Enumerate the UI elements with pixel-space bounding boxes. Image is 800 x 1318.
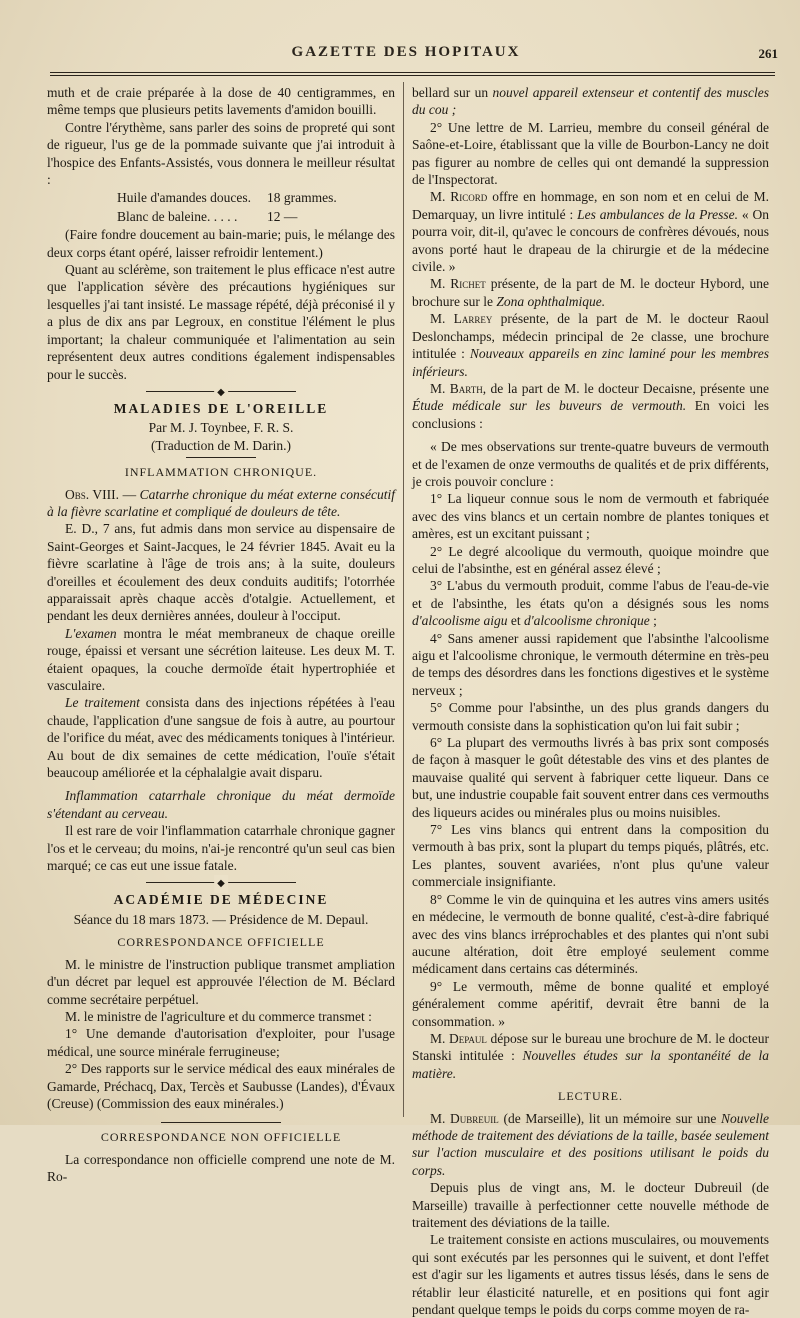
formula-line: Huile d'amandes douces. 18 grammes. bbox=[117, 190, 337, 206]
paragraph: Quant au sclérème, son traitement le plus efficace n'est autre que l'application sévère des précautions hygiéniques sur lesquelles j'ai tant insisté. Le massage répété, déjà préconisé il y a plus de dix ans par Legroux, en constitue l'élément le plus important; la chaleur communiquée et l'alimentation au sein représentent deux autres conditions également indispensables pour le succès. bbox=[47, 262, 395, 382]
paragraph: muth et de craie préparée à la dose de 40 centigrammes, en même temps que plusieurs petits lavements d'amidon bouilli. bbox=[47, 85, 395, 118]
paragraph: M. Depaul dépose sur le bureau une brochure de M. le docteur Stanski intitulée : Nouvelles études sur la spontanéité de la matière. bbox=[412, 1030, 770, 1081]
formula-line: Blanc de baleine. . . . . 12 — bbox=[117, 208, 298, 224]
paragraph: Le traitement consista dans des injections répétées à l'eau chaude, l'application d'une sangsue de fois à autre, au pourtour de l'orifice du méat, avec des médicaments toniques à l'intérieur. Au bout de dix semaines de cette médication, l'ouïe s'était beaucoup améliorée et la céphalalgie avait disparu. bbox=[47, 695, 396, 781]
paragraph: M. Dubreuil (de Marseille), lit un mémoire sur une Nouvelle méthode de traitement des déviations de la taille, basée seulement sur l'action musculaire et des positions utilisant le poids du corps. bbox=[412, 1110, 770, 1178]
subsection-title: CORRESPONDANCE NON OFFICIELLE bbox=[100, 1130, 342, 1145]
column-divider bbox=[403, 82, 404, 1117]
quote-paragraph: 6° La plupart des vermouths livrés à bas prix sont composés de façon à masquer le goût détestable des vins et des plantes de mauvaise qualité qui servent à fabriquer cette liqueur. Dans ce but, une industrie coupable fait souvent entrer dans ces vermouths des liqueurs acides ou minérales plus ou moins nuisibles. bbox=[412, 735, 769, 820]
right-column bbox=[412, 84, 770, 1318]
paragraph: M. le ministre de l'agriculture et du commerce transmet : bbox=[65, 1008, 372, 1024]
observation-heading: Obs. VIII. — Catarrhe chronique du méat externe consécutif à la fièvre scarlatine et compliqué de douleurs de tête. bbox=[47, 486, 396, 519]
short-rule bbox=[186, 457, 256, 458]
paragraph: M. Ricord offre en hommage, en son nom et en celui de M. Demarquay, un livre intitulé : Les ambulances de la Presse. « On pourra voir, dit-il, qu'avec le concours de confrères dévoués, nous avons porté haut le drapeau de la chirurgie et de la médecine civile. » bbox=[412, 189, 770, 275]
session-line: Séance du 18 mars 1873. — Présidence de M. Depaul. bbox=[73, 911, 369, 927]
paragraph: bellard sur un nouvel appareil extenseur et contentif des muscles du cou ; bbox=[412, 85, 769, 118]
paragraph: Il est rare de voir l'inflammation catarrhale chronique gagner l'os et le cerveau; du moins, n'ai-je rencontré qu'un seul cas bien marqué; ce cas eut une issue fatale. bbox=[47, 823, 395, 874]
subsection-title: INFLAMMATION CHRONIQUE. bbox=[124, 465, 318, 480]
quote-paragraph: 7° Les vins blancs qui entrent dans la composition du vermouth à bas prix, sont la plupart du temps piqués, plâtrés, etc. Les plantes, souvent avariées, n'ont plus qu'une valeur commerciale insignifiante. bbox=[412, 822, 769, 890]
quote-paragraph: 1° La liqueur connue sous le nom de vermouth et fabriquée avec des vins blancs et un certain nombre de plantes toniques et amères, est un excitant puissant ; bbox=[412, 491, 769, 542]
quote-paragraph: « De mes observations sur trente-quatre buveurs de vermouth et de l'examen de onze vermouths de qualités et de prix différents, je crois pouvoir conclure : bbox=[412, 439, 769, 489]
quote-paragraph: 4° Sans amener aussi rapidement que l'absinthe l'alcoolisme aigu et l'alcoolisme chronique, le vermouth détermine en très-peu de temps des désordres dans les fonctions digestives et le système nerveux ; bbox=[412, 630, 769, 698]
quote-paragraph: 8° Comme le vin de quinquina et les autres vins amers usités en médecine, le vermouth de bonne qualité, c'est-à-dire fabriqué avec des vins blancs irréprochables et des plantes qui n'ont subi aucune altération, doit être employé seulement comme médicament dans certains cas déterminés. bbox=[412, 891, 769, 977]
left-column bbox=[47, 84, 396, 1185]
subsection-title: LECTURE. bbox=[558, 1089, 623, 1104]
header-rule bbox=[50, 72, 775, 73]
translator-line: (Traduction de M. Darin.) bbox=[150, 437, 292, 453]
paragraph: L'examen montra le méat membraneux de chaque oreille rouge, épaissi et versant une sécrétion laiteuse. Les deux M. T. étaient opaques, la couche dermoïde était hypertrophiée et vasculaire. bbox=[47, 625, 395, 693]
quote-paragraph: 5° Comme pour l'absinthe, un des plus grands dangers du vermouth consiste dans la sophistication qu'on lui fait subir ; bbox=[412, 700, 769, 733]
section-title: ACADÉMIE DE MÉDECINE bbox=[113, 892, 329, 908]
paragraph: M. le ministre de l'instruction publique transmet ampliation d'un décret par lequel est approuvée l'élection de M. Béclard comme secrétaire perpétuel. bbox=[47, 956, 395, 1007]
paragraph: M. Barth, de la part de M. le docteur Decaisne, présente une Étude médicale sur les buveurs de vermouth. En voici les conclusions : bbox=[412, 380, 770, 431]
section-divider bbox=[146, 391, 296, 392]
paragraph: E. D., 7 ans, fut admis dans mon service au dispensaire de Saint-Georges et Saint-Jacques, le 24 février 1845. Avait eu la fièvre scarlatine à l'âge de trois ans; à la suite, douleurs d'oreilles et écoulement des deux conduits auditifs; l'otorrhée apparaissait après chaque accès d'otalgie. Actuellement, et pendant les deux dernières années, douleur à l'occiput. bbox=[47, 521, 395, 624]
page-number: 261 bbox=[758, 46, 778, 61]
paragraph: 2° Une lettre de M. Larrieu, membre du conseil général de Saône-et-Loire, établissant que la ville de Bourbon-Lancy ne doit pas figurer au nombre de celles qui ont demandé la suppression de l'Inspectorat. bbox=[412, 119, 769, 188]
paragraph: M. Larrey présente, de la part de M. le docteur Raoul Deslonchamps, médecin principal de 2e classe, une brochure intitulée : Nouveaux appareils en zinc laminé pour les membres inférieurs. bbox=[412, 311, 770, 379]
paragraph: Contre l'érythème, sans parler des soins de propreté qui sont de rigueur, l'us ge de la pommade suivante que j'ai introduit à l'hospice des Enfants-Assistés, vous donnera le meilleur résultat : bbox=[47, 119, 395, 188]
section-divider bbox=[146, 882, 296, 883]
journal-title: GAZETTE DES HOPITAUX bbox=[291, 44, 521, 60]
italic-heading: Inflammation catarrhale chronique du méat dermoïde s'étendant au cerveau. bbox=[47, 788, 395, 821]
paragraph: 2° Des rapports sur le service médical des eaux minérales de Gamarde, Préchacq, Dax, Tercès et Saubusse (Landes), d'Évaux (Creuse) (Commission des eaux minérales.) bbox=[47, 1061, 395, 1111]
byline: Par M. J. Toynbee, F. R. S. bbox=[148, 420, 294, 436]
paragraph: La correspondance non officielle comprend une note de M. Ro- bbox=[47, 1151, 395, 1185]
subsection-title: CORRESPONDANCE OFFICIELLE bbox=[117, 935, 325, 950]
paragraph: M. Richet présente, de la part de M. le docteur Hybord, une brochure sur le Zona ophthalmique. bbox=[412, 276, 770, 309]
short-rule bbox=[161, 1122, 281, 1123]
quote-paragraph: 9° Le vermouth, même de bonne qualité et employé généralement comme apéritif, devrait être banni de la consommation. » bbox=[412, 978, 769, 1029]
page-header bbox=[30, 42, 782, 68]
quote-paragraph: 2° Le degré alcoolique du vermouth, quoique moindre que celui de l'absinthe, est en général assez élevé ; bbox=[412, 543, 769, 576]
header-rule-double bbox=[50, 75, 775, 76]
section-title: MALADIES DE L'OREILLE bbox=[113, 400, 329, 416]
paragraph: Le traitement consiste en actions musculaires, ou mouvements qui sont exécutés par les personnes qui le suivent, et dont l'effet est d'agir sur les ligaments et autres tissus lésés, dans le sens de rétablir leur élasticité naturelle, et en positions qui font agir pendant quelque temps le poids du corps comme moyen de ra- bbox=[412, 1232, 769, 1318]
paragraph: (Faire fondre doucement au bain-marie; puis, le mélange des deux corps étant opéré, laisser refroidir lentement.) bbox=[47, 227, 395, 260]
paragraph: Depuis plus de vingt ans, M. le docteur Dubreuil (de Marseille) travaille à perfectionner cette nouvelle méthode de traitement des déviations de la taille. bbox=[412, 1180, 769, 1230]
quote-paragraph: 3° L'abus du vermouth produit, comme l'abus de l'eau-de-vie et de l'absinthe, les états qu'on a désignés sous les noms d'alcoolisme aigu et d'alcoolisme chronique ; bbox=[412, 578, 769, 629]
paragraph: 1° Une demande d'autorisation d'exploiter, pour l'usage médical, une source minérale ferrugineuse; bbox=[47, 1026, 395, 1059]
